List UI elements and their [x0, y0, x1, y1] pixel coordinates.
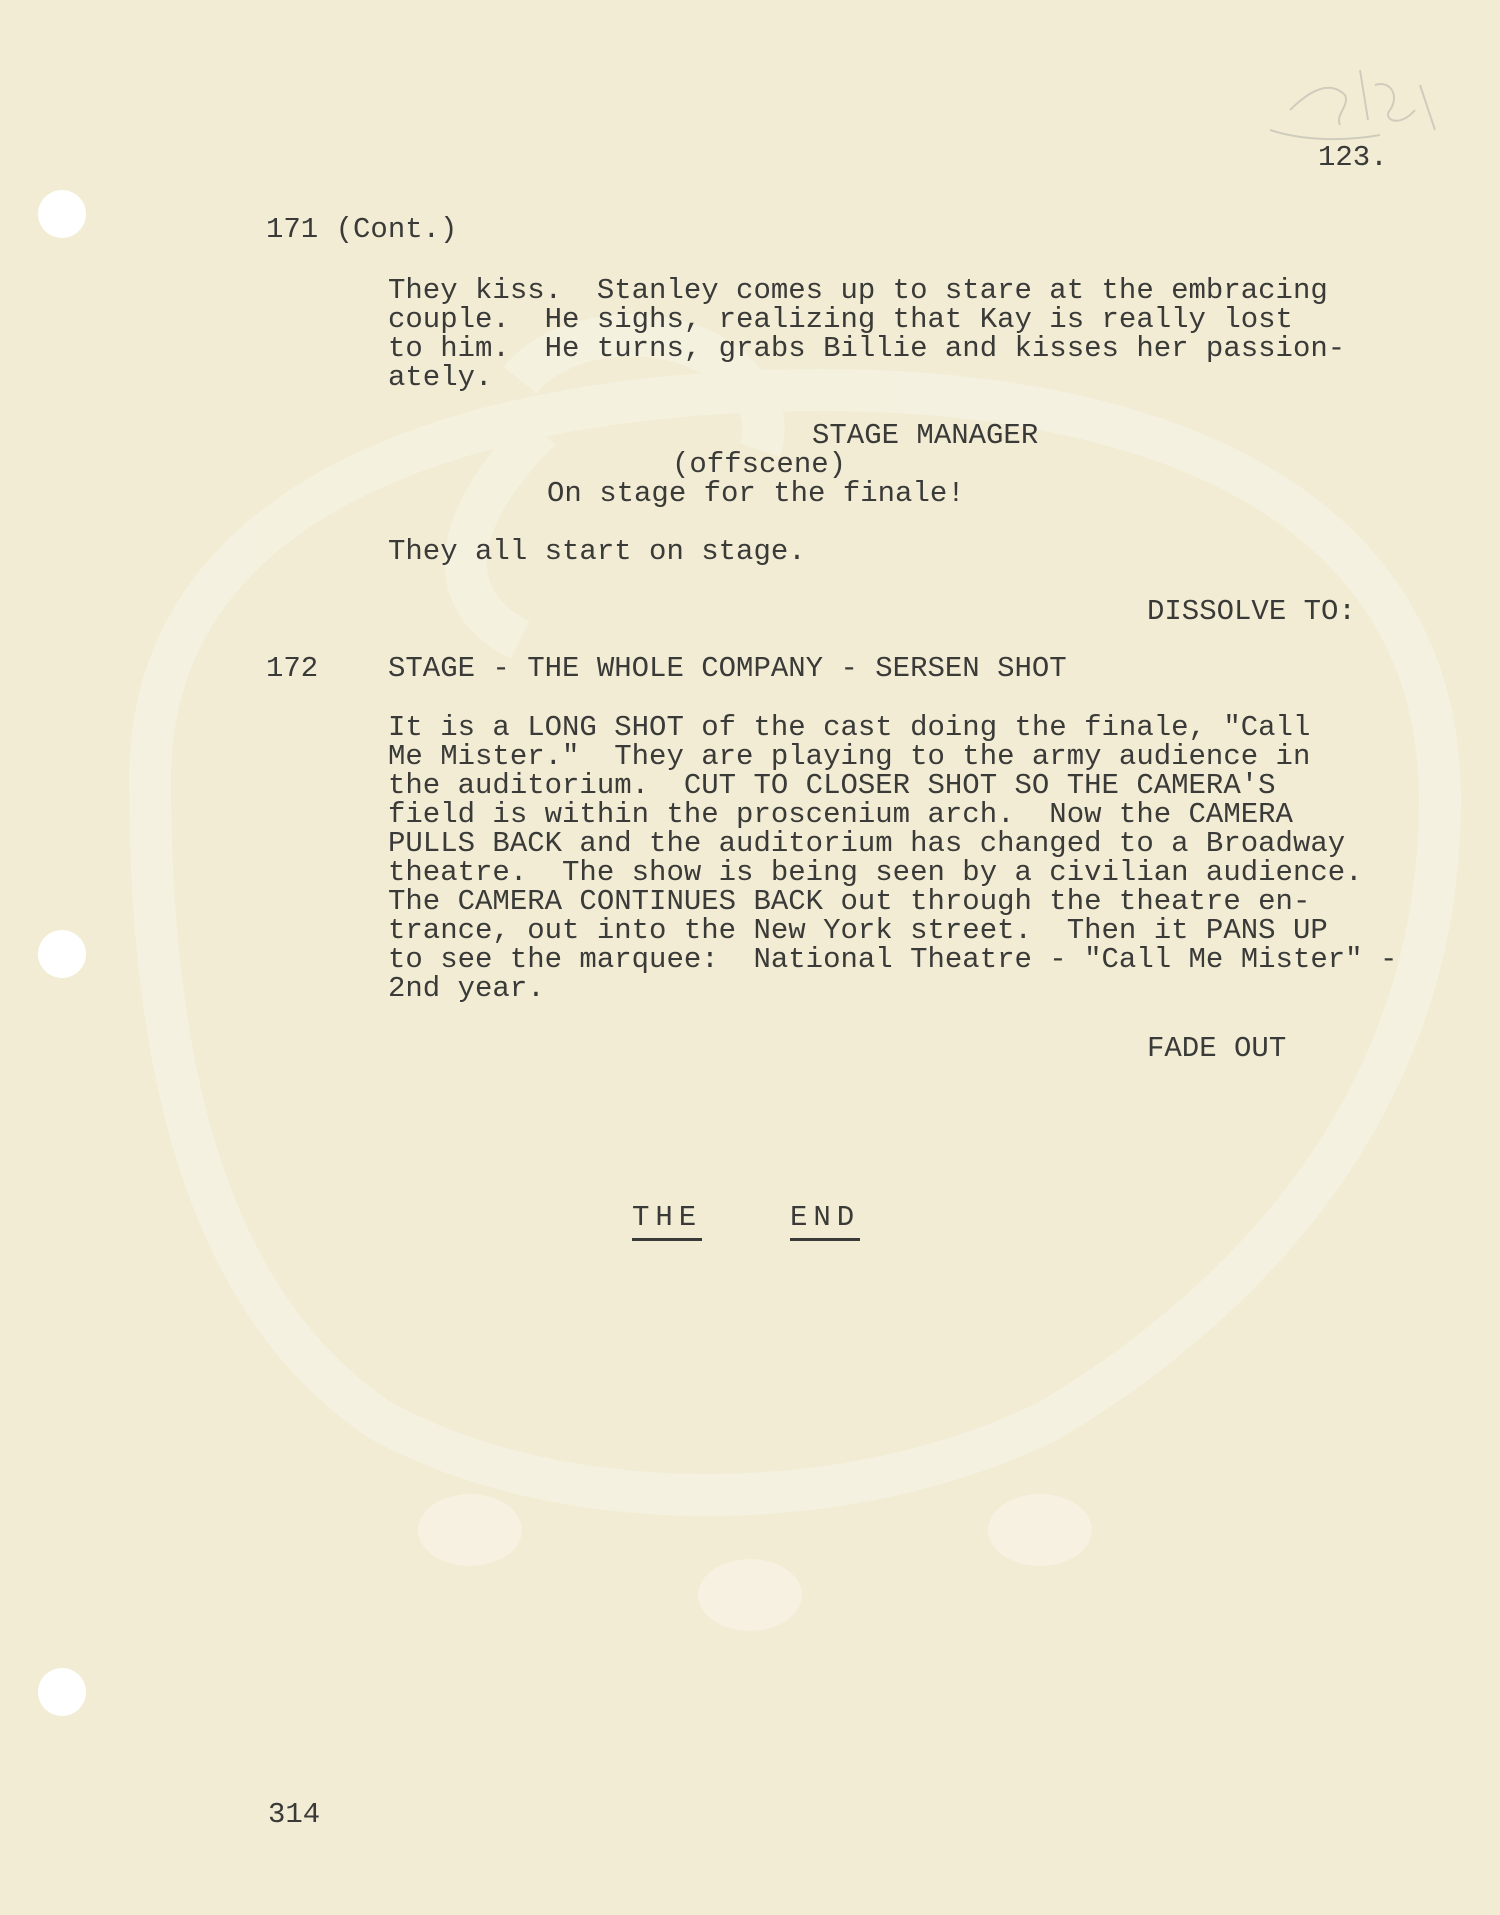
action-line: to him. He turns, grabs Billie and kisses her passion- — [388, 332, 1346, 365]
the-end-word-1: THE — [632, 1203, 702, 1241]
punch-hole-middle — [38, 930, 86, 978]
action-line: 2nd year. — [388, 972, 545, 1005]
character-name: STAGE MANAGER — [812, 419, 1039, 452]
action-line: They kiss. Stanley comes up to stare at the embracing — [388, 274, 1328, 307]
action-line: couple. He sighs, realizing that Kay is really lost — [388, 303, 1293, 336]
scene-slugline: STAGE - THE WHOLE COMPANY - SERSEN SHOT — [388, 652, 1067, 685]
scene-heading: 171 (Cont.) — [266, 213, 458, 246]
action-line: the auditorium. CUT TO CLOSER SHOT SO THE CAMERA'S — [388, 769, 1276, 802]
punch-hole-top — [38, 190, 86, 238]
action-line: ately. — [388, 361, 493, 394]
footer-number: 314 — [268, 1798, 321, 1831]
action-line: theatre. The show is being seen by a civilian audience. — [388, 856, 1363, 889]
action-line: They all start on stage. — [388, 535, 806, 568]
action-line: to see the marquee: National Theatre - "Call Me Mister" - — [388, 943, 1398, 976]
transition: DISSOLVE TO: — [1147, 595, 1356, 628]
action-line: PULLS BACK and the auditorium has changed to a Broadway — [388, 827, 1346, 860]
transition: FADE OUT — [1147, 1032, 1287, 1065]
action-line: field is within the proscenium arch. Now the CAMERA — [388, 798, 1293, 831]
parenthetical: (offscene) — [672, 448, 847, 481]
action-line: The CAMERA CONTINUES BACK out through the theatre en- — [388, 885, 1311, 918]
action-line: trance, out into the New York street. Then it PANS UP — [388, 914, 1328, 947]
punch-hole-bottom — [38, 1668, 86, 1716]
scene-number: 172 — [266, 652, 319, 685]
page-number: 123. — [1318, 141, 1388, 174]
action-line: Me Mister." They are playing to the army audience in — [388, 740, 1311, 773]
action-line: It is a LONG SHOT of the cast doing the finale, "Call — [388, 711, 1311, 744]
dialogue-line: On stage for the finale! — [547, 477, 965, 510]
the-end-word-2: END — [790, 1203, 860, 1241]
